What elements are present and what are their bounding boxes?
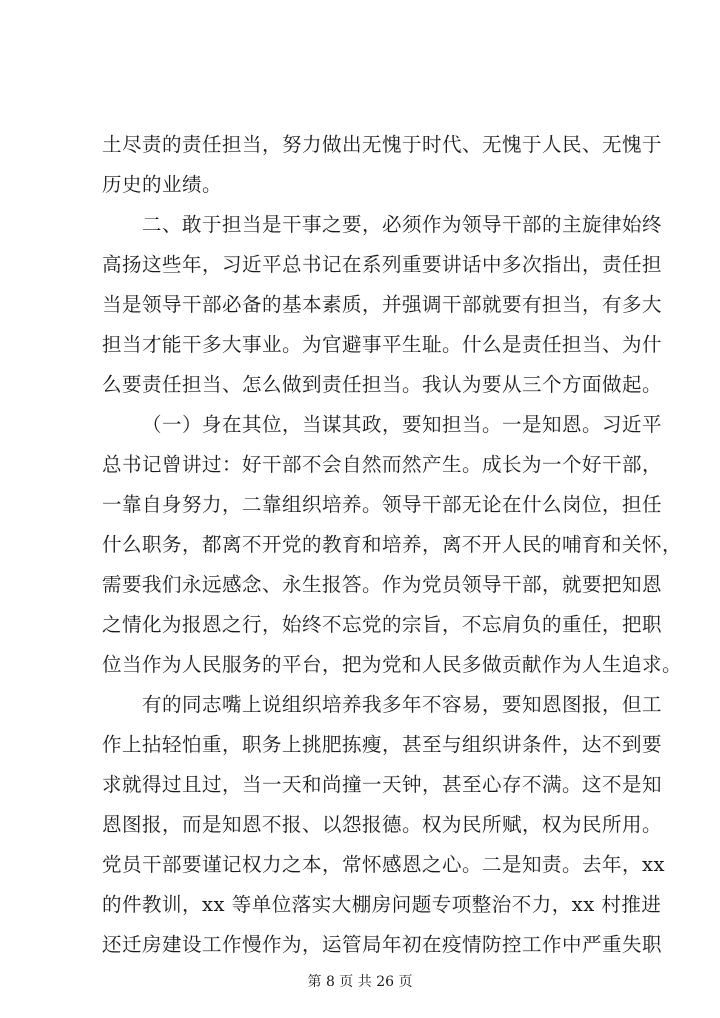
- text-line-10: 一靠自身努力，二靠组织培养。领导干部无论在什么岗位，担任: [102, 493, 663, 516]
- text-line-12: 需要我们永远感念、永生报答。作为党员领导干部，就要把知恩: [102, 573, 663, 596]
- text-line-15: 有的同志嘴上说组织培养我多年不容易，要知恩图报，但工: [142, 693, 663, 716]
- text-line-5: 当是领导干部必备的基本素质，并强调干部就要有担当，有多大: [102, 293, 663, 316]
- text-line-7: 么要责任担当、怎么做到责任担当。我认为要从三个方面做起。: [102, 373, 663, 396]
- text-line-1: 土尽责的责任担当，努力做出无愧于时代、无愧于人民、无愧于: [102, 133, 663, 156]
- text-line-2: 历史的业绩。: [102, 173, 223, 196]
- text-line-3: 二、敢于担当是干事之要，必须作为领导干部的主旋律始终: [142, 213, 663, 236]
- text-line-9: 总书记曾讲过：好干部不会自然而然产生。成长为一个好干部，: [102, 453, 663, 476]
- text-line-16: 作上拈轻怕重，职务上挑肥拣瘦，甚至与组织讲条件，达不到要: [102, 733, 663, 756]
- text-line-6: 担当才能干多大事业。为官避事平生耻。什么是责任担当、为什: [102, 333, 663, 356]
- text-line-8: （一）身在其位，当谋其政，要知担当。一是知恩。习近平: [142, 413, 663, 436]
- text-line-13: 之情化为报恩之行，始终不忘党的宗旨，不忘肩负的重任，把职: [102, 613, 663, 636]
- page-number-footer: 第 8 页 共 26 页: [307, 974, 413, 990]
- text-line-21: 还迁房建设工作慢作为，运管局年初在疫情防控工作中严重失职: [102, 933, 663, 956]
- text-line-11: 什么职务，都离不开党的教育和培养，离不开人民的哺育和关怀，: [102, 533, 683, 556]
- text-line-19: 党员干部要谨记权力之本，常怀感恩之心。二是知责。去年，xx: [102, 853, 665, 876]
- text-line-17: 求就得过且过，当一天和尚撞一天钟，甚至心存不满。这不是知: [102, 773, 663, 796]
- text-line-14: 位当作为人民服务的平台，把为党和人民多做贡献作为人生追求。: [102, 653, 683, 676]
- text-line-20: 的件教训，xx 等单位落实大棚房问题专项整治不力，xx 村推进: [102, 893, 662, 916]
- text-line-18: 恩图报，而是知恩不报、以怨报德。权为民所赋，权为民所用。: [102, 813, 663, 836]
- text-line-4: 高扬这些年，习近平总书记在系列重要讲话中多次指出，责任担: [102, 253, 663, 276]
